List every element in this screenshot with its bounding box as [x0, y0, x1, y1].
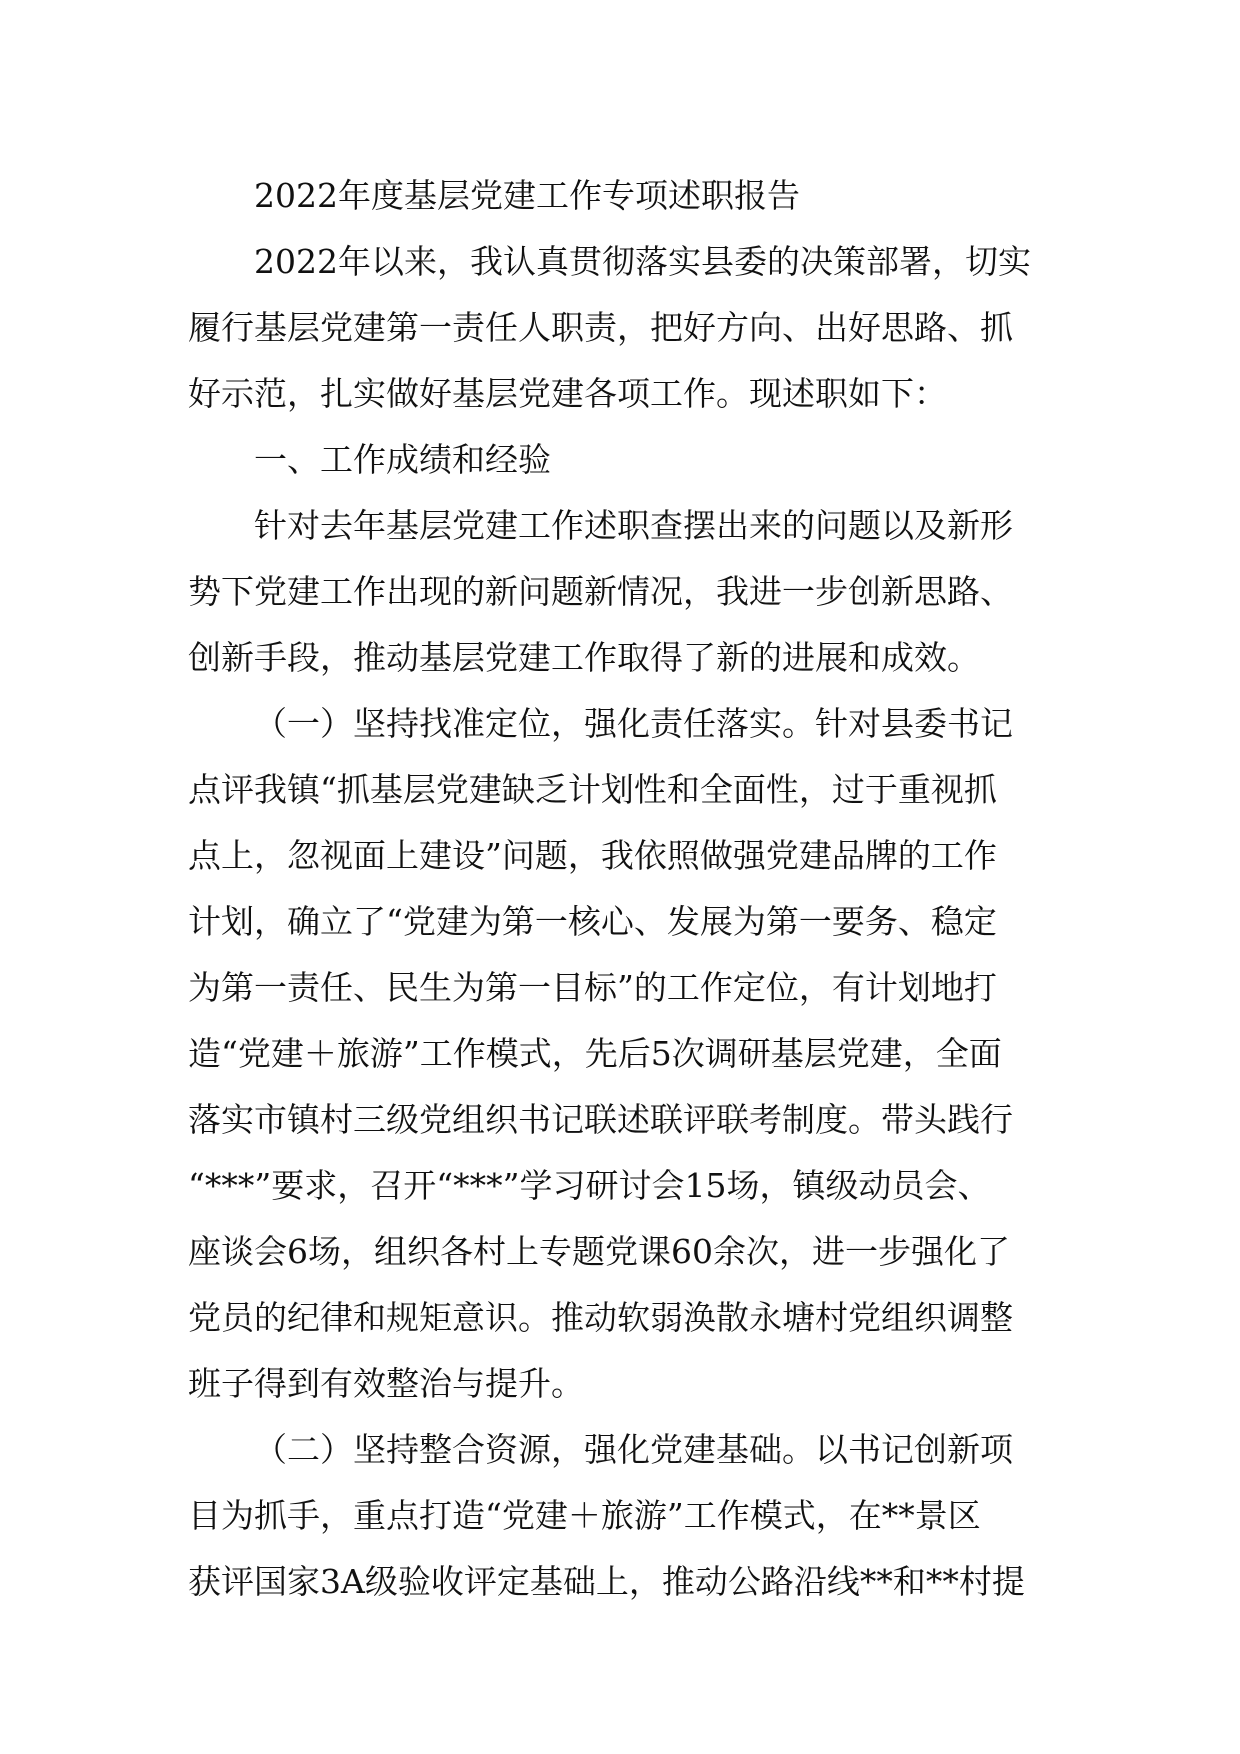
- item-2-line: （二）坚持整合资源，强化党建基础。以书记创新项: [254, 1430, 1013, 1469]
- item-2-line: 目为抓手，重点打造“党建＋旅游”工作模式，在**景区: [188, 1496, 981, 1535]
- item-1-line: 落实市镇村三级党组织书记联述联评联考制度。带头践行: [188, 1100, 1013, 1139]
- item-1-line: 座谈会6场，组织各村上专题党课60余次，进一步强化了: [188, 1232, 1010, 1271]
- item-1-line: 为第一责任、民生为第一目标”的工作定位，有计划地打: [188, 968, 997, 1007]
- intro-line: 履行基层党建第一责任人职责，把好方向、出好思路、抓: [188, 308, 1013, 347]
- section-intro-line: 创新手段，推动基层党建工作取得了新的进展和成效。: [188, 638, 980, 677]
- item-1-line: 计划，确立了“党建为第一核心、发展为第一要务、稳定: [188, 902, 997, 941]
- document-title: 2022年度基层党建工作专项述职报告: [254, 176, 800, 215]
- item-1-line: “***”要求，召开“***”学习研讨会15场，镇级动员会、: [188, 1166, 991, 1205]
- item-1-line: 造“党建＋旅游”工作模式，先后5次调研基层党建，全面: [188, 1034, 1002, 1073]
- item-1-line: 点上，忽视面上建设”问题，我依照做强党建品牌的工作: [188, 836, 997, 875]
- item-1-line: 点评我镇“抓基层党建缺乏计划性和全面性，过于重视抓: [188, 770, 997, 809]
- section-intro-line: 针对去年基层党建工作述职查摆出来的问题以及新形: [254, 506, 1013, 545]
- section-heading: 一、工作成绩和经验: [254, 440, 551, 479]
- section-intro-line: 势下党建工作出现的新问题新情况，我进一步创新思路、: [188, 572, 1013, 611]
- intro-line: 好示范，扎实做好基层党建各项工作。现述职如下：: [188, 374, 947, 413]
- document-body: [188, 163, 1058, 1615]
- item-2-line: 获评国家3A级验收评定基础上，推动公路沿线**和**村提: [188, 1562, 1025, 1601]
- item-1-line: 班子得到有效整治与提升。: [188, 1364, 584, 1403]
- item-1-line: 党员的纪律和规矩意识。推动软弱涣散永塘村党组织调整: [188, 1298, 1013, 1337]
- intro-line: 2022年以来，我认真贯彻落实县委的决策部署，切实: [254, 242, 1031, 281]
- item-1-line: （一）坚持找准定位，强化责任落实。针对县委书记: [254, 704, 1013, 743]
